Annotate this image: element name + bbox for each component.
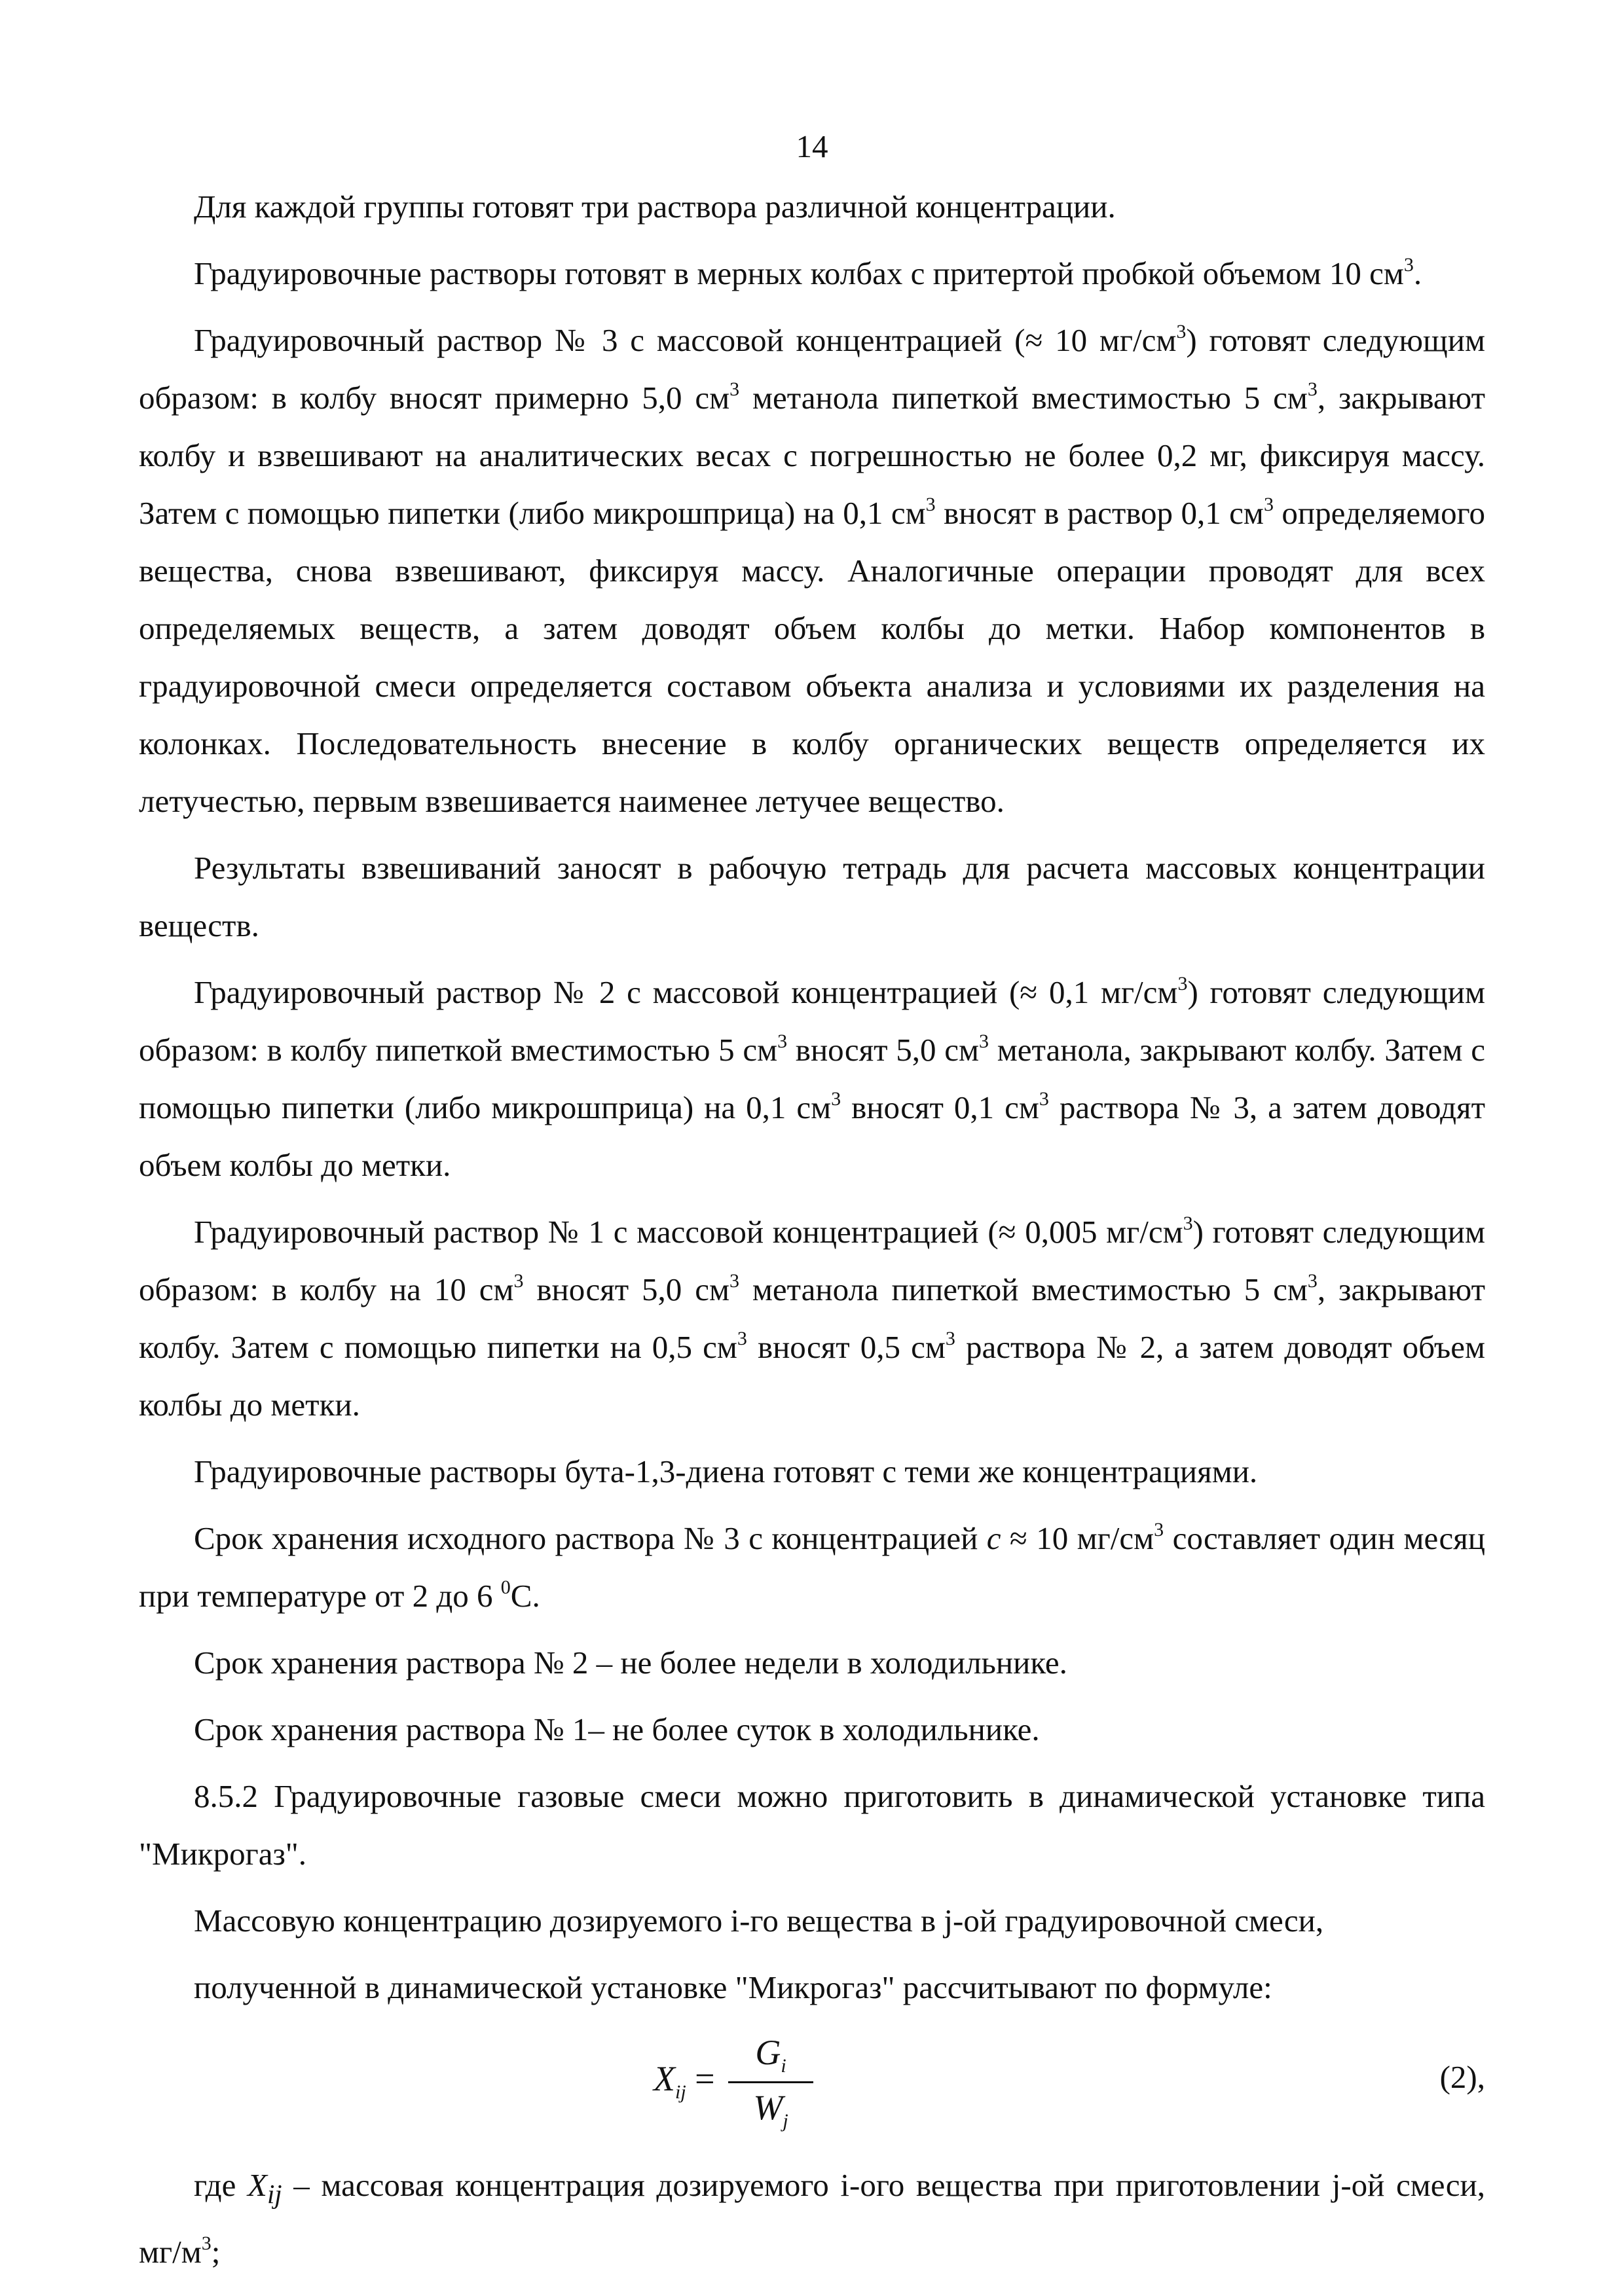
paragraph: полученной в динамической установке "Микрогаз" рассчитывают по формуле: (194, 1969, 1272, 2005)
paragraph: Срок хранения исходного раствора № 3 с концентрацией c ≈ 10 $мг/см^3$ составляет один месяц при температуре от 2 до 6 $^0$C. (139, 1519, 1485, 1614)
paragraph: 8.5.2 Градуировочные газовые смеси можно приготовить в динамической установке типа "Микрогаз". (139, 1778, 1485, 1872)
body-text (139, 178, 1485, 2290)
fraction-bar (728, 2081, 813, 2083)
formula-denominator: $W_j$ (753, 2087, 788, 2132)
formula-fraction (728, 2032, 813, 2132)
formula-numerator: $G_i$ (755, 2033, 786, 2077)
formula-2 (139, 2026, 1485, 2157)
paragraph: Для каждой группы готовят три раствора различной концентрации. (194, 189, 1116, 225)
formula-lhs: $X_{ij}$ = (654, 2059, 715, 2103)
paragraph: Градуировочный раствор № 2 с массовой концентрацией (≈ 0,1 $мг/см^3$) готовят следующим образом: в колбу пипеткой вместимостью 5 $см^3$ вносят 5,0 $см^3$ метанола, закрывают колбу. Затем с помощью пипетки (либо микрошприца) на 0,1 $см^3$ вносят 0,1 $см^3$ раствора № 3, а затем доводят объем колбы до метки. (139, 973, 1485, 1183)
paragraph: Срок хранения раствора № 1– не более суток в холодильнике. (194, 1711, 1040, 1747)
paragraph: Градуировочные растворы готовят в мерных колбах с притертой пробкой объемом 10 $см^3$. (194, 254, 1422, 291)
paragraph: Срок хранения раствора № 2 – не более недели в холодильнике. (194, 1645, 1067, 1681)
page-number: 14 (796, 128, 828, 164)
paragraph: Массовую концентрацию дозируемого i-го вещества в j-ой градуировочной смеси, (194, 1903, 1324, 1939)
symbol-xij: $X_{ij}$ (248, 2167, 282, 2209)
paragraph: Градуировочные растворы бута-1,3-диена готовят с теми же концентрациями. (194, 1453, 1258, 1489)
equation-number: (2), (1439, 2059, 1485, 2095)
paragraph: где $X_{ij}$ – массовая концентрация дозируемого i-ого вещества при приготовлении j-ой смеси, $мг/м^3$; (139, 2167, 1485, 2270)
paragraph: Результаты взвешиваний заносят в рабочую тетрадь для расчета массовых концентрации веществ. (139, 850, 1485, 943)
paragraph: Градуировочный раствор № 1 с массовой концентрацией (≈ 0,005 $мг/см^3$) готовят следующим образом: в колбу на 10 $см^3$ вносят 5,0 $см^3$ метанола пипеткой вместимостью 5 $см^3$, закрывают колбу. Затем с помощью пипетки на 0,5 $см^3$ вносят 0,5 $см^3$ раствора № 2, а затем доводят объем колбы до метки. (139, 1212, 1485, 1423)
paragraph: Градуировочный раствор № 3 с массовой концентрацией (≈ 10 $мг/см^3$) готовят следующим образом: в колбу вносят примерно 5,0 $см^3$ метанола пипеткой вместимостью 5 $см^3$, закрывают колбу и взвешивают на аналитических весах с погрешностью не более 0,2 мг, фиксируя массу. Затем с помощью пипетки (либо микрошприца) на 0,1 $см^3$ вносят в раствор 0,1 $см^3$ определяемого вещества, снова взвешивают, фиксируя массу. Аналогичные операции проводят для всех определяемых веществ, а затем доводят объем колбы до метки. Набор компонентов в градуировочной смеси определяется составом объекта анализа и условиями их разделения на колонках. Последовательность внесение в колбу органических веществ определяется их летучестью, первым взвешивается наименее летучее вещество. (139, 321, 1485, 819)
